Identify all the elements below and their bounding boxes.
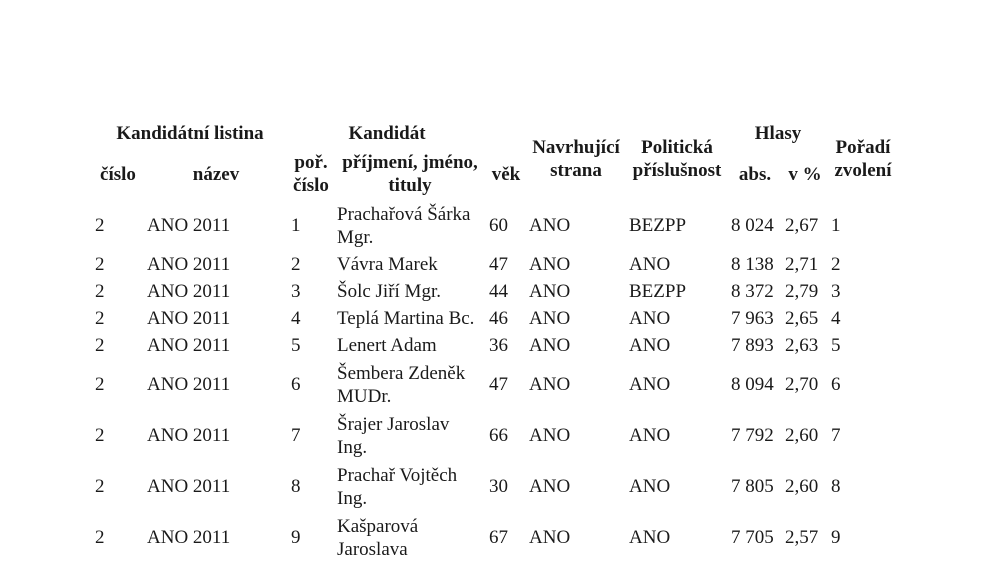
cell-list-number: 2 bbox=[95, 254, 105, 275]
cell-list-number: 2 bbox=[95, 335, 105, 356]
cell-name: Prachařová Šárka Mgr. bbox=[337, 203, 471, 248]
header-candidate-group: Kandidát bbox=[348, 122, 426, 144]
cell-affiliation: ANO bbox=[629, 527, 671, 548]
header-nominating-party: Navrhující strana bbox=[532, 137, 620, 181]
cell-votes-abs: 8 024 bbox=[731, 215, 774, 236]
cell-age: 67 bbox=[489, 527, 508, 548]
cell-order: 2 bbox=[291, 254, 301, 275]
cell-votes-abs: 7 893 bbox=[731, 335, 774, 356]
cell-votes-abs: 8 094 bbox=[731, 374, 774, 395]
cell-list-number: 2 bbox=[95, 308, 105, 329]
table-row bbox=[92, 305, 898, 332]
cell-votes-pct: 2,57 bbox=[785, 527, 819, 548]
cell-age: 36 bbox=[489, 335, 508, 356]
cell-elected: 2 bbox=[831, 254, 841, 275]
cell-affiliation: ANO bbox=[629, 476, 671, 497]
cell-votes-pct: 2,70 bbox=[785, 374, 819, 395]
cell-list-number: 2 bbox=[95, 527, 105, 548]
cell-elected: 3 bbox=[831, 281, 841, 302]
cell-name: Šolc Jiří Mgr. bbox=[337, 281, 441, 302]
cell-elected: 6 bbox=[831, 374, 841, 395]
cell-elected: 8 bbox=[831, 476, 841, 497]
cell-affiliation: ANO bbox=[629, 425, 671, 446]
cell-votes-abs: 8 138 bbox=[731, 254, 774, 275]
cell-list-name: ANO 2011 bbox=[147, 308, 231, 329]
cell-name: Prachař Vojtěch Ing. bbox=[337, 464, 458, 509]
cell-list-name: ANO 2011 bbox=[147, 527, 231, 548]
cell-votes-pct: 2,63 bbox=[785, 335, 819, 356]
cell-name: Vávra Marek bbox=[337, 254, 438, 275]
cell-party: ANO bbox=[529, 527, 571, 548]
table-row bbox=[92, 410, 898, 461]
cell-votes-abs: 7 963 bbox=[731, 308, 774, 329]
cell-votes-abs: 8 372 bbox=[731, 281, 774, 302]
cell-votes-abs: 7 705 bbox=[731, 527, 774, 548]
cell-elected: 7 bbox=[831, 425, 841, 446]
cell-order: 5 bbox=[291, 335, 301, 356]
table-row bbox=[92, 512, 898, 563]
table-row bbox=[92, 278, 898, 305]
cell-list-number: 2 bbox=[95, 215, 105, 236]
table-row bbox=[92, 332, 898, 359]
cell-name: Šembera Zdeněk MUDr. bbox=[337, 362, 466, 407]
cell-votes-abs: 7 792 bbox=[731, 425, 774, 446]
cell-party: ANO bbox=[529, 476, 571, 497]
header-row-groups bbox=[92, 118, 898, 148]
cell-order: 9 bbox=[291, 527, 301, 548]
table-row bbox=[92, 200, 898, 251]
cell-order: 6 bbox=[291, 374, 301, 395]
table-row bbox=[92, 461, 898, 512]
cell-votes-pct: 2,71 bbox=[785, 254, 819, 275]
table-row bbox=[92, 251, 898, 278]
cell-list-name: ANO 2011 bbox=[147, 335, 231, 356]
candidates-table bbox=[92, 118, 898, 563]
cell-list-name: ANO 2011 bbox=[147, 281, 231, 302]
cell-name: Teplá Martina Bc. bbox=[337, 308, 475, 329]
header-votes-group: Hlasy bbox=[754, 122, 802, 144]
cell-party: ANO bbox=[529, 308, 571, 329]
cell-order: 4 bbox=[291, 308, 301, 329]
cell-party: ANO bbox=[529, 425, 571, 446]
cell-votes-pct: 2,65 bbox=[785, 308, 819, 329]
cell-votes-pct: 2,60 bbox=[785, 425, 819, 446]
header-votes-abs: abs. bbox=[738, 163, 772, 185]
cell-list-name: ANO 2011 bbox=[147, 425, 231, 446]
cell-list-number: 2 bbox=[95, 476, 105, 497]
header-full-name: příjmení, jméno, tituly bbox=[342, 152, 478, 196]
cell-list-number: 2 bbox=[95, 374, 105, 395]
cell-name: Lenert Adam bbox=[337, 335, 437, 356]
cell-party: ANO bbox=[529, 335, 571, 356]
cell-elected: 9 bbox=[831, 527, 841, 548]
cell-affiliation: BEZPP bbox=[629, 215, 687, 236]
cell-order: 8 bbox=[291, 476, 301, 497]
cell-name: Kašparová Jaroslava bbox=[337, 515, 419, 560]
cell-list-name: ANO 2011 bbox=[147, 215, 231, 236]
cell-affiliation: ANO bbox=[629, 254, 671, 275]
cell-age: 44 bbox=[489, 281, 508, 302]
cell-age: 30 bbox=[489, 476, 508, 497]
cell-affiliation: ANO bbox=[629, 335, 671, 356]
cell-affiliation: ANO bbox=[629, 374, 671, 395]
cell-affiliation: ANO bbox=[629, 308, 671, 329]
cell-party: ANO bbox=[529, 215, 571, 236]
header-list-group: Kandidátní listina bbox=[116, 122, 264, 144]
cell-age: 47 bbox=[489, 254, 508, 275]
cell-votes-pct: 2,79 bbox=[785, 281, 819, 302]
cell-order: 7 bbox=[291, 425, 301, 446]
header-elected-order: Pořadí zvolení bbox=[834, 137, 892, 181]
header-list-name: název bbox=[192, 163, 240, 185]
cell-elected: 4 bbox=[831, 308, 841, 329]
cell-list-name: ANO 2011 bbox=[147, 374, 231, 395]
cell-affiliation: BEZPP bbox=[629, 281, 687, 302]
cell-list-number: 2 bbox=[95, 425, 105, 446]
cell-list-number: 2 bbox=[95, 281, 105, 302]
cell-age: 60 bbox=[489, 215, 508, 236]
cell-elected: 1 bbox=[831, 215, 841, 236]
cell-elected: 5 bbox=[831, 335, 841, 356]
cell-votes-pct: 2,60 bbox=[785, 476, 819, 497]
cell-order: 1 bbox=[291, 215, 301, 236]
cell-votes-pct: 2,67 bbox=[785, 215, 819, 236]
header-order-no: poř. číslo bbox=[293, 152, 329, 196]
cell-party: ANO bbox=[529, 254, 571, 275]
header-list-number: číslo bbox=[100, 163, 136, 185]
cell-name: Šrajer Jaroslav Ing. bbox=[337, 413, 450, 458]
cell-party: ANO bbox=[529, 281, 571, 302]
cell-votes-abs: 7 805 bbox=[731, 476, 774, 497]
cell-party: ANO bbox=[529, 374, 571, 395]
cell-age: 66 bbox=[489, 425, 508, 446]
cell-list-name: ANO 2011 bbox=[147, 254, 231, 275]
header-votes-pct: v % bbox=[788, 163, 822, 185]
cell-age: 46 bbox=[489, 308, 508, 329]
cell-age: 47 bbox=[489, 374, 508, 395]
cell-order: 3 bbox=[291, 281, 301, 302]
cell-list-name: ANO 2011 bbox=[147, 476, 231, 497]
table-row bbox=[92, 359, 898, 410]
header-political-affiliation: Politická příslušnost bbox=[632, 137, 722, 181]
header-age: věk bbox=[491, 164, 521, 185]
